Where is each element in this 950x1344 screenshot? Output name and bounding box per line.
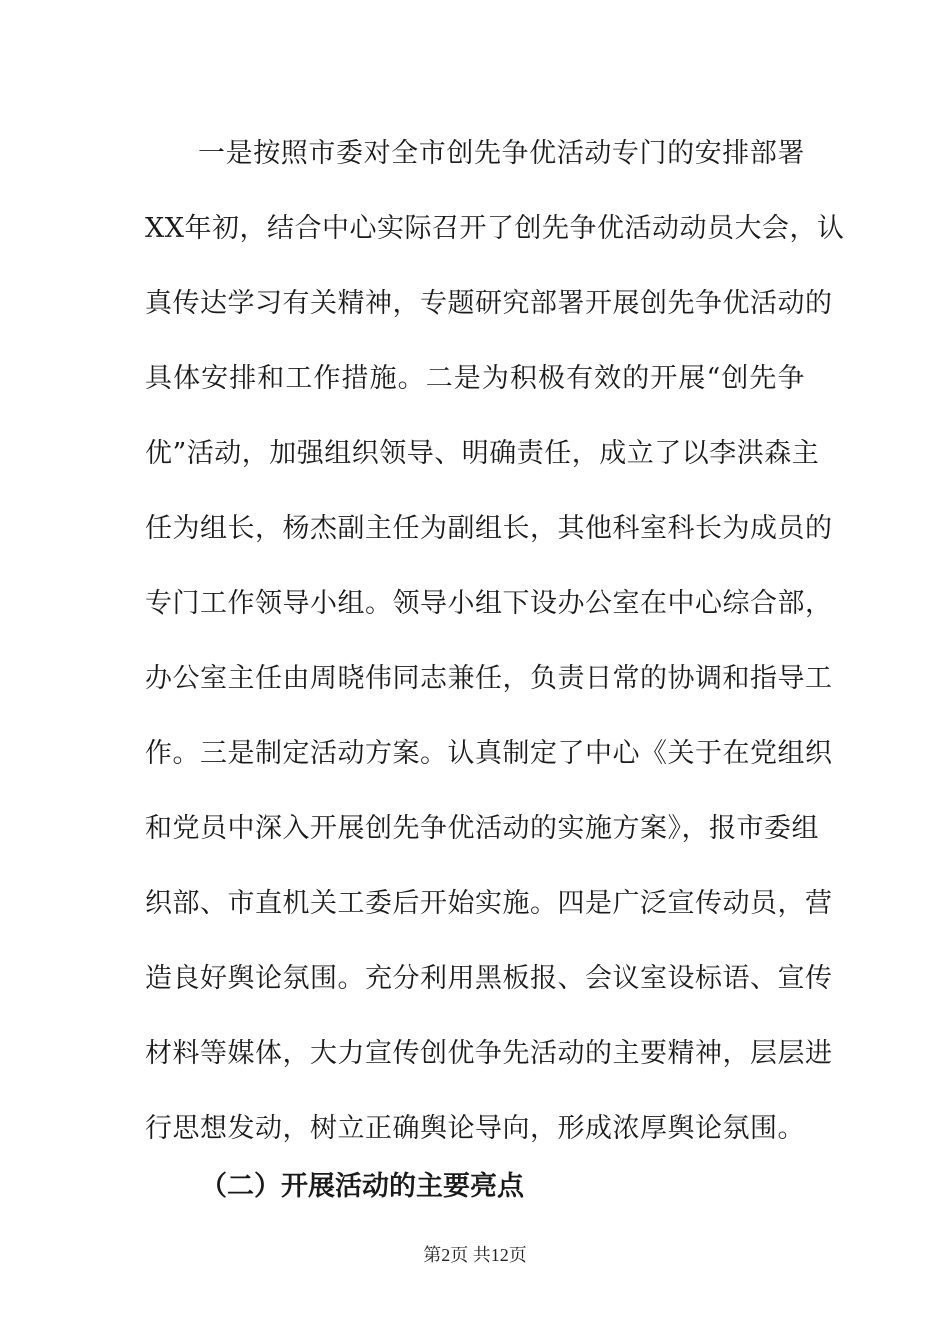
section-heading: （二）开展活动的主要亮点 [200, 1171, 524, 1202]
page-number-footer: 第2页 共12页 [423, 1245, 527, 1265]
paragraph-line: 和党员中深入开展创先争优活动的实施方案》，报市委组 [145, 813, 819, 844]
paragraph-line: 真传达学习有关精神，专题研究部署开展创先争优活动的 [145, 288, 833, 319]
paragraph-line: 优”活动，加强组织领导、明确责任，成立了以李洪森主 [145, 438, 820, 469]
paragraph-line: 作。三是制定活动方案。认真制定了中心《关于在党组织 [145, 738, 833, 769]
paragraph-line: 专门工作领导小组。领导小组下设办公室在中心综合部， [145, 588, 833, 619]
paragraph-line: 办公室主任由周晓伟同志兼任，负责日常的协调和指导工 [145, 663, 833, 694]
paragraph-line: 任为组长，杨杰副主任为副组长，其他科室科长为成员的 [145, 513, 833, 544]
paragraph-line: 造良好舆论氛围。充分利用黑板报、会议室设标语、宣传 [145, 963, 833, 994]
paragraph-line: 织部、市直机关工委后开始实施。四是广泛宣传动员，营 [145, 888, 833, 919]
paragraph-line: XX年初，结合中心实际召开了创先争优活动动员大会，认 [145, 213, 845, 244]
paragraph-line: 具体安排和工作措施。二是为积极有效的开展“创先争 [145, 363, 805, 394]
paragraph-line: 行思想发动，树立正确舆论导向，形成浓厚舆论氛围。 [145, 1113, 805, 1144]
paragraph-line: 一是按照市委对全市创先争优活动专门的安排部署 [198, 138, 805, 169]
paragraph-line: 材料等媒体，大力宣传创优争先活动的主要精神，层层进 [145, 1038, 833, 1069]
